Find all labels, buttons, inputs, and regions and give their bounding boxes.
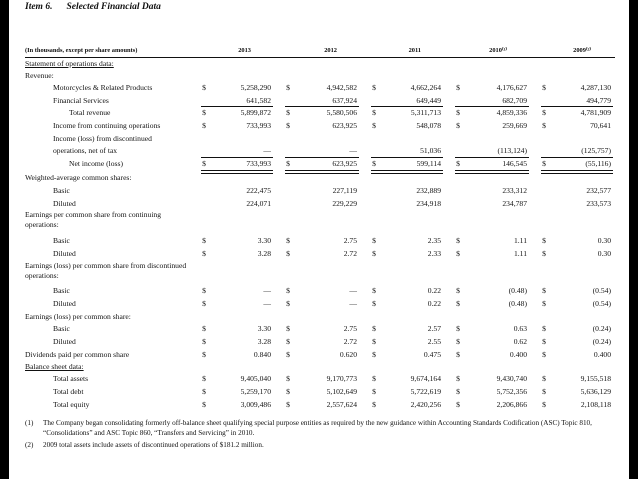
value-cell: 51,036 (420, 146, 441, 155)
value-cell: 733,993 (246, 159, 271, 168)
row-label: operations, net of tax (53, 146, 118, 155)
year-header: 2009⁽²⁾ (573, 47, 591, 54)
table-row (9, 210, 629, 229)
row-label: Revenue: (25, 71, 54, 80)
value-cell: 0.475 (423, 350, 441, 359)
table-row (9, 58, 629, 69)
row-label: Dividends paid per common share (25, 350, 130, 359)
value-cell: — (349, 299, 357, 308)
dollar-sign: $ (372, 374, 376, 383)
value-cell: 5,899,872 (240, 108, 271, 117)
dollar-sign: $ (202, 374, 206, 383)
row-label: Statement of operations data: (25, 59, 114, 68)
financial-data-page (9, 0, 629, 479)
value-cell: 1.11 (513, 249, 527, 258)
dollar-sign: $ (202, 249, 206, 258)
dollar-sign: $ (202, 400, 206, 409)
dollar-sign: $ (372, 387, 376, 396)
table-row (9, 336, 629, 347)
value-cell: 5,102,649 (326, 387, 357, 396)
value-cell: 0.63 (513, 324, 527, 333)
row-label: Diluted (53, 337, 76, 346)
value-cell: 0.30 (597, 249, 611, 258)
value-cell: 2,420,256 (410, 400, 441, 409)
page-title (25, 2, 175, 12)
value-cell: 0.620 (339, 350, 357, 359)
dollar-sign: $ (372, 108, 376, 117)
value-cell: 5,580,506 (326, 108, 357, 117)
value-cell: (125,757) (581, 146, 611, 155)
dollar-sign: $ (286, 324, 290, 333)
dollar-sign: $ (286, 286, 290, 295)
row-label: Basic (53, 286, 70, 295)
dollar-sign: $ (372, 121, 376, 130)
row-label: Balance sheet data: (25, 362, 84, 371)
dollar-sign: $ (456, 400, 460, 409)
dollar-sign: $ (456, 374, 460, 383)
value-cell: 9,405,040 (240, 374, 271, 383)
value-cell: (0.54) (592, 286, 611, 295)
dollar-sign: $ (456, 108, 460, 117)
dollar-sign: $ (372, 286, 376, 295)
footnote-text: The Company began consolidating formerly off-balance sheet qualifying special purpose entities as required by the new guidance within Accounting Standards Codification (ASC) Topic 810, “Consolidations” and ASC Topic 860, “Transfers and Servicing” in 2010. (43, 419, 592, 437)
value-cell: 0.22 (427, 286, 441, 295)
value-cell: 2,206,866 (496, 400, 527, 409)
value-cell: — (349, 286, 357, 295)
year-header: 2012 (324, 47, 337, 54)
value-cell: 2.75 (343, 236, 357, 245)
value-cell: 5,311,713 (410, 108, 441, 117)
value-cell: (0.24) (592, 324, 611, 333)
footnote-number: (1) (25, 419, 34, 427)
dollar-sign: $ (202, 121, 206, 130)
dollar-sign: $ (542, 387, 546, 396)
table-row (9, 399, 629, 410)
row-label: Diluted (53, 299, 76, 308)
dollar-sign: $ (286, 299, 290, 308)
value-cell: — (349, 146, 357, 155)
table-row (9, 285, 629, 296)
dollar-sign: $ (286, 249, 290, 258)
value-cell: 222,475 (246, 186, 271, 195)
dollar-sign: $ (286, 387, 290, 396)
dollar-sign: $ (202, 387, 206, 396)
value-cell: 9,155,518 (580, 374, 611, 383)
row-label: Weighted-average common shares: (25, 173, 132, 182)
dollar-sign: $ (456, 387, 460, 396)
value-cell: 0.22 (427, 299, 441, 308)
value-cell: 234,787 (502, 199, 527, 208)
year-header: 2013 (238, 47, 251, 54)
value-cell: 0.62 (513, 337, 527, 346)
value-cell: 2.75 (343, 324, 357, 333)
value-cell: 5,259,170 (240, 387, 271, 396)
row-label: Income from continuing operations (53, 121, 161, 130)
value-cell: 641,582 (246, 96, 271, 105)
dollar-sign: $ (202, 159, 206, 168)
table-row (9, 248, 629, 259)
dollar-sign: $ (202, 286, 206, 295)
dollar-sign: $ (456, 121, 460, 130)
year-header: 2011 (408, 47, 421, 54)
value-cell: 3,009,486 (240, 400, 271, 409)
dollar-sign: $ (202, 299, 206, 308)
value-cell: 548,078 (416, 121, 441, 130)
value-cell: — (263, 286, 271, 295)
dollar-sign: $ (542, 400, 546, 409)
dollar-sign: $ (286, 350, 290, 359)
dollar-sign: $ (542, 337, 546, 346)
dollar-sign: $ (542, 286, 546, 295)
value-cell: 234,918 (416, 199, 441, 208)
dollar-sign: $ (286, 337, 290, 346)
value-cell: 1.11 (513, 236, 527, 245)
value-cell: 227,119 (332, 186, 357, 195)
table-row (9, 323, 629, 334)
row-label: (In thousands, except per share amounts) (25, 47, 138, 54)
value-cell: 233,573 (586, 199, 611, 208)
row-label: Motorcycles & Related Products (53, 83, 153, 92)
value-cell: 5,636,129 (580, 387, 611, 396)
dollar-sign: $ (372, 249, 376, 258)
table-row (9, 145, 629, 156)
value-cell: 2.55 (427, 337, 441, 346)
value-cell: 3.28 (257, 249, 271, 258)
row-label: Financial Services (53, 96, 109, 105)
dollar-sign: $ (542, 299, 546, 308)
value-cell: 4,176,627 (496, 83, 527, 92)
dollar-sign: $ (286, 108, 290, 117)
value-cell: (113,124) (497, 146, 527, 155)
value-cell: 229,229 (332, 199, 357, 208)
dollar-sign: $ (542, 324, 546, 333)
table-row (9, 95, 629, 106)
row-label: Total assets (53, 374, 89, 383)
dollar-sign: $ (202, 350, 206, 359)
value-cell: 232,577 (586, 186, 611, 195)
value-cell: 637,924 (332, 96, 357, 105)
value-cell: 0.400 (509, 350, 527, 359)
value-cell: 2,557,624 (326, 400, 357, 409)
dollar-sign: $ (456, 286, 460, 295)
value-cell: 2.57 (427, 324, 441, 333)
dollar-sign: $ (542, 108, 546, 117)
dollar-sign: $ (542, 121, 546, 130)
value-cell: (0.48) (508, 299, 527, 308)
value-cell: 9,170,773 (326, 374, 357, 383)
dollar-sign: $ (202, 337, 206, 346)
value-cell: 4,662,264 (410, 83, 441, 92)
dollar-sign: $ (542, 159, 546, 168)
dollar-sign: $ (456, 236, 460, 245)
value-cell: 5,752,356 (496, 387, 527, 396)
value-cell: 5,722,619 (410, 387, 441, 396)
table-row (9, 198, 629, 209)
dollar-sign: $ (542, 350, 546, 359)
value-cell: 9,430,740 (496, 374, 527, 383)
table-row (9, 298, 629, 309)
value-cell: 3.30 (257, 324, 271, 333)
table-row (9, 235, 629, 246)
dollar-sign: $ (456, 249, 460, 258)
value-cell: 599,114 (416, 159, 441, 168)
row-label: Total equity (53, 400, 90, 409)
table-row (9, 386, 629, 397)
dollar-sign: $ (372, 400, 376, 409)
table-row (9, 261, 629, 280)
dollar-sign: $ (286, 159, 290, 168)
value-cell: 2,108,118 (580, 400, 611, 409)
year-header: 2010⁽¹⁾ (489, 47, 507, 54)
dollar-sign: $ (542, 374, 546, 383)
item-number: Item 6. (25, 2, 53, 12)
table-row (9, 70, 629, 81)
dollar-sign: $ (286, 374, 290, 383)
table-row (9, 120, 629, 131)
table-row (9, 172, 629, 183)
value-cell: 224,071 (246, 199, 271, 208)
value-cell: (0.48) (508, 286, 527, 295)
footnote-text: 2009 total assets include assets of discontinued operations of $181.2 million. (43, 441, 264, 449)
dollar-sign: $ (372, 324, 376, 333)
table-row (9, 373, 629, 384)
dollar-sign: $ (456, 299, 460, 308)
dollar-sign: $ (456, 83, 460, 92)
table-row (9, 158, 629, 169)
value-cell: 623,925 (332, 121, 357, 130)
row-label: Total revenue (69, 108, 111, 117)
dollar-sign: $ (372, 299, 376, 308)
value-cell: — (263, 146, 271, 155)
dollar-sign: $ (372, 337, 376, 346)
value-cell: 3.30 (257, 236, 271, 245)
dollar-sign: $ (542, 83, 546, 92)
title-text: Selected Financial Data (66, 2, 161, 12)
table-row (9, 45, 629, 56)
value-cell: 4,942,582 (326, 83, 357, 92)
table-row (9, 311, 629, 322)
dollar-sign: $ (372, 236, 376, 245)
row-label: Basic (53, 186, 70, 195)
value-cell: 0.30 (597, 236, 611, 245)
value-cell: 5,258,290 (240, 83, 271, 92)
row-label: Basic (53, 324, 70, 333)
dollar-sign: $ (202, 108, 206, 117)
dollar-sign: $ (456, 159, 460, 168)
dollar-sign: $ (456, 337, 460, 346)
value-cell: 733,993 (246, 121, 271, 130)
table-row (9, 185, 629, 196)
table-row (9, 82, 629, 93)
dollar-sign: $ (542, 249, 546, 258)
value-cell: — (263, 299, 271, 308)
dollar-sign: $ (372, 159, 376, 168)
value-cell: 623,925 (332, 159, 357, 168)
dollar-sign: $ (372, 83, 376, 92)
value-cell: 682,709 (502, 96, 527, 105)
table-row (9, 349, 629, 360)
value-cell: 494,779 (586, 96, 611, 105)
table-row (9, 361, 629, 372)
value-cell: (0.54) (592, 299, 611, 308)
value-cell: 2.33 (427, 249, 441, 258)
value-cell: 232,889 (416, 186, 441, 195)
dollar-sign: $ (202, 236, 206, 245)
value-cell: 649,449 (416, 96, 441, 105)
value-cell: (0.24) (592, 337, 611, 346)
row-label: Diluted (53, 199, 76, 208)
row-label: Total debt (53, 387, 84, 396)
dollar-sign: $ (286, 400, 290, 409)
value-cell: 2.72 (343, 249, 357, 258)
value-cell: 4,781,909 (580, 108, 611, 117)
value-cell: 4,859,336 (496, 108, 527, 117)
table-row (9, 107, 629, 118)
row-label: Basic (53, 236, 70, 245)
value-cell: 0.840 (253, 350, 271, 359)
value-cell: 146,545 (502, 159, 527, 168)
value-cell: 2.72 (343, 337, 357, 346)
table-row (9, 133, 629, 144)
value-cell: 4,287,130 (580, 83, 611, 92)
value-cell: 259,669 (502, 121, 527, 130)
dollar-sign: $ (456, 324, 460, 333)
value-cell: 233,312 (502, 186, 527, 195)
value-cell: 2.35 (427, 236, 441, 245)
row-label: Net income (loss) (69, 159, 123, 168)
row-label: Earnings (loss) per common share from discontinued operations: (25, 261, 187, 280)
footnote-number: (2) (25, 441, 34, 449)
dollar-sign: $ (456, 350, 460, 359)
dollar-sign: $ (202, 324, 206, 333)
value-cell: 9,674,164 (410, 374, 441, 383)
value-cell: 3.28 (257, 337, 271, 346)
dollar-sign: $ (542, 236, 546, 245)
dollar-sign: $ (286, 121, 290, 130)
value-cell: 70,641 (590, 121, 611, 130)
row-label: Diluted (53, 249, 76, 258)
dollar-sign: $ (202, 83, 206, 92)
row-label: Earnings (loss) per common share: (25, 312, 131, 321)
value-cell: (55,116) (585, 159, 611, 168)
row-label: Earnings per common share from continuing operations: (25, 210, 162, 229)
dollar-sign: $ (286, 236, 290, 245)
value-cell: 0.400 (593, 350, 611, 359)
dollar-sign: $ (372, 350, 376, 359)
row-label: Income (loss) from discontinued (53, 134, 152, 143)
dollar-sign: $ (286, 83, 290, 92)
